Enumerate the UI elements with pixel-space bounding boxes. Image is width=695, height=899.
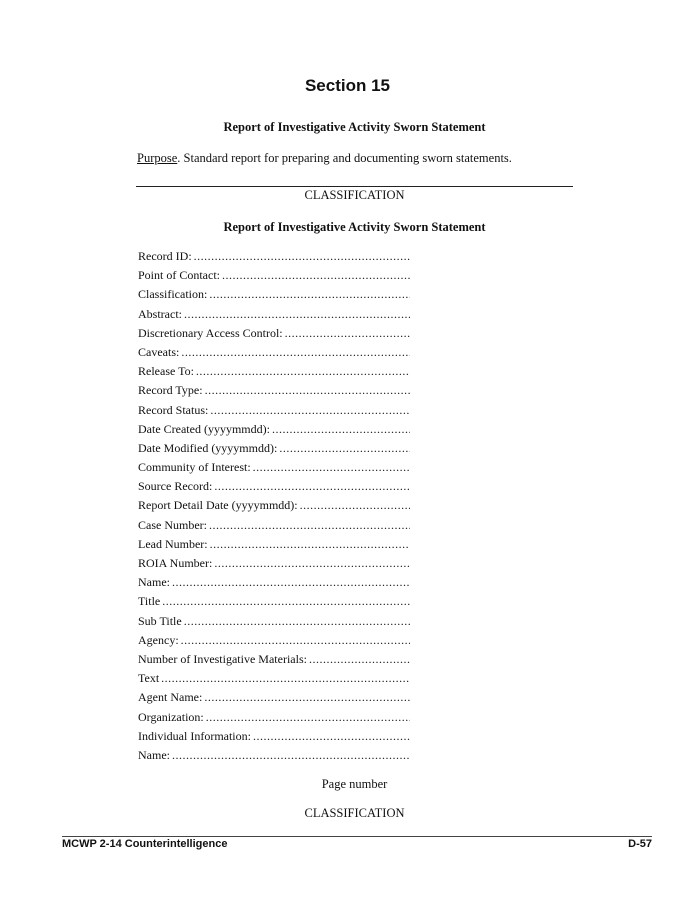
form-field-label: Source Record: xyxy=(138,479,213,494)
form-field-label: Lead Number: xyxy=(138,536,208,551)
dot-leader xyxy=(162,594,410,609)
form-field-label: Date Created (yyyymmdd): xyxy=(138,421,270,436)
form-field-row xyxy=(138,249,410,268)
dot-leader xyxy=(172,748,410,763)
form-field-row xyxy=(138,479,410,498)
form-field-row xyxy=(138,498,410,517)
form-field-label: Record ID: xyxy=(138,249,192,263)
form-field-list xyxy=(138,249,410,767)
form-field-label: Community of Interest: xyxy=(138,460,251,475)
page-number-label: Page number xyxy=(321,777,388,791)
form-title: Report of Investigative Activity Sworn Statement xyxy=(223,220,486,234)
dot-leader xyxy=(181,633,410,648)
form-field-label: Date Modified (yyyymmdd): xyxy=(138,440,278,455)
dot-leader xyxy=(196,364,410,379)
form-field-row xyxy=(138,748,410,767)
form-field-label: Case Number: xyxy=(138,517,207,532)
section-heading: Section 15 xyxy=(304,76,391,95)
form-field-row xyxy=(138,441,410,460)
classification-bottom: CLASSIFICATION xyxy=(304,806,405,820)
dot-leader xyxy=(214,479,410,494)
form-field-label: Title xyxy=(138,594,161,609)
form-field-label: Name: xyxy=(138,747,170,762)
dot-leader xyxy=(300,498,410,513)
form-field-row xyxy=(138,729,410,748)
form-field-label: Release To: xyxy=(138,364,194,379)
form-field-row xyxy=(138,633,410,652)
dot-leader xyxy=(272,422,410,437)
form-field-label: Report Detail Date (yyyymmdd): xyxy=(138,498,298,513)
form-field-row xyxy=(138,690,410,709)
form-field-label: Point of Contact: xyxy=(138,268,220,283)
form-field-row xyxy=(138,537,410,556)
form-field-row xyxy=(138,575,410,594)
dot-leader xyxy=(194,249,410,264)
top-divider xyxy=(136,186,573,187)
dot-leader xyxy=(309,652,410,667)
purpose-text: . Standard report for preparing and documenting sworn statements. xyxy=(177,151,512,165)
form-field-label: Number of Investigative Materials: xyxy=(138,651,307,666)
form-field-row xyxy=(138,460,410,479)
form-field-label: Agency: xyxy=(138,632,179,647)
form-field-row xyxy=(138,383,410,402)
footer-page-number: D-57 xyxy=(628,838,652,850)
form-field-label: Sub Title xyxy=(138,613,182,628)
form-field-row xyxy=(138,671,410,690)
dot-leader xyxy=(214,556,410,571)
footer-divider xyxy=(62,836,652,837)
form-field-row xyxy=(138,287,410,306)
dot-leader xyxy=(210,537,410,552)
dot-leader xyxy=(205,383,410,398)
dot-leader xyxy=(209,518,410,533)
form-field-row xyxy=(138,364,410,383)
form-field-label: ROIA Number: xyxy=(138,556,213,570)
form-field-row xyxy=(138,307,410,326)
form-field-label: Name: xyxy=(138,575,170,590)
purpose-statement xyxy=(137,151,512,166)
form-field-row xyxy=(138,710,410,729)
form-field-row xyxy=(138,403,410,422)
dot-leader xyxy=(210,403,410,418)
form-field-row xyxy=(138,326,410,345)
form-field-label: Text xyxy=(138,671,160,686)
form-field-row xyxy=(138,422,410,441)
dot-leader xyxy=(204,690,410,705)
dot-leader xyxy=(161,671,410,686)
dot-leader xyxy=(222,268,410,283)
form-field-label: Abstract: xyxy=(138,306,182,321)
dot-leader xyxy=(253,460,410,475)
form-field-row xyxy=(138,594,410,613)
dot-leader xyxy=(181,345,410,360)
form-field-label: Record Type: xyxy=(138,383,203,398)
report-title: Report of Investigative Activity Sworn Statement xyxy=(223,120,486,134)
classification-top: CLASSIFICATION xyxy=(304,188,405,202)
form-field-row xyxy=(138,268,410,287)
form-field-row xyxy=(138,518,410,537)
dot-leader xyxy=(172,575,410,590)
form-field-label: Record Status: xyxy=(138,402,209,417)
dot-leader xyxy=(184,307,410,322)
form-field-label: Agent Name: xyxy=(138,690,203,705)
footer-publication: MCWP 2-14 Counterintelligence xyxy=(62,838,228,850)
dot-leader xyxy=(279,441,410,456)
dot-leader xyxy=(253,729,410,744)
dot-leader xyxy=(285,326,410,341)
form-field-label: Classification: xyxy=(138,287,208,302)
form-field-row xyxy=(138,345,410,364)
form-field-label: Organization: xyxy=(138,709,204,724)
dot-leader xyxy=(206,710,410,725)
form-field-label: Discretionary Access Control: xyxy=(138,325,283,340)
dot-leader xyxy=(209,287,410,302)
form-field-label: Caveats: xyxy=(138,344,180,359)
form-field-label: Individual Information: xyxy=(138,728,251,743)
form-field-row xyxy=(138,614,410,633)
form-field-row xyxy=(138,652,410,671)
form-field-row xyxy=(138,556,410,575)
dot-leader xyxy=(184,614,410,629)
purpose-label: Purpose xyxy=(137,151,178,165)
